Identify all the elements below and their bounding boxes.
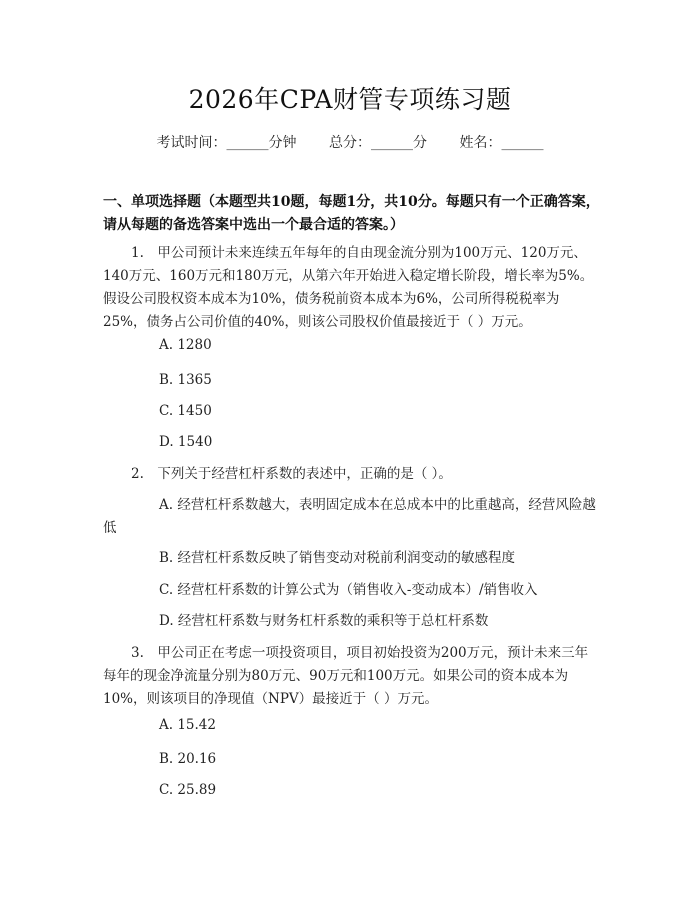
page-title: 2026年CPA财管专项练习题 [188, 85, 512, 114]
question-2-option-d: D. 经营杠杆系数与财务杠杆系数的乘积等于总杠杆系数 [159, 613, 489, 629]
question-1-option-c: C. 1450 [159, 403, 212, 419]
exam-time-field: 考试时间：______分钟 [156, 135, 297, 151]
student-name-field: 姓名：______ [459, 135, 544, 151]
question-1-option-d: D. 1540 [159, 434, 213, 450]
question-3-option-a: A. 15.42 [159, 717, 216, 733]
question-1-option-a: A. 1280 [159, 337, 212, 353]
question-1-option-b: B. 1365 [159, 372, 212, 388]
question-2-option-a: A. 经营杠杆系数越大，表明固定成本在总成本中的比重越高，经营风险越低 [103, 497, 596, 536]
question-1-stem: 1. 甲公司预计未来连续五年每年的自由现金流分别为100万元、120万元、140万元、160万元和180万元，从第六年开始进入稳定增长阶段，增长率为5%。假设公司股权资本成本为10%，债务税前资本成本为6%，公司所得税税率为25%，债务占公司价值的40%，则该公司股权价值最接近于（ ）万元。 [103, 245, 594, 330]
question-2-stem: 2. 下列关于经营杠杆系数的表述中，正确的是（ ）。 [131, 466, 452, 482]
question-3-option-c: C. 25.89 [159, 782, 217, 798]
section-heading: 一、单项选择题（本题型共10题，每题1分，共10分。每题只有一个正确答案，请从每题的备选答案中选出一个最合适的答案。） [103, 194, 600, 233]
question-3-option-b: B. 20.16 [159, 751, 217, 767]
question-2-option-c: C. 经营杠杆系数的计算公式为（销售收入-变动成本）/销售收入 [159, 582, 538, 598]
total-score-field: 总分：______分 [329, 135, 427, 151]
question-2-option-b: B. 经营杠杆系数反映了销售变动对税前利润变动的敏感程度 [159, 550, 516, 566]
exam-info-line [0, 132, 700, 152]
question-3-stem: 3. 甲公司正在考虑一项投资项目，项目初始投资为200万元，预计未来三年每年的现金净流量分别为80万元、90万元和100万元。如果公司的资本成本为10%，则该项目的净现值（NPV）最接近于（ ）万元。 [103, 645, 589, 707]
